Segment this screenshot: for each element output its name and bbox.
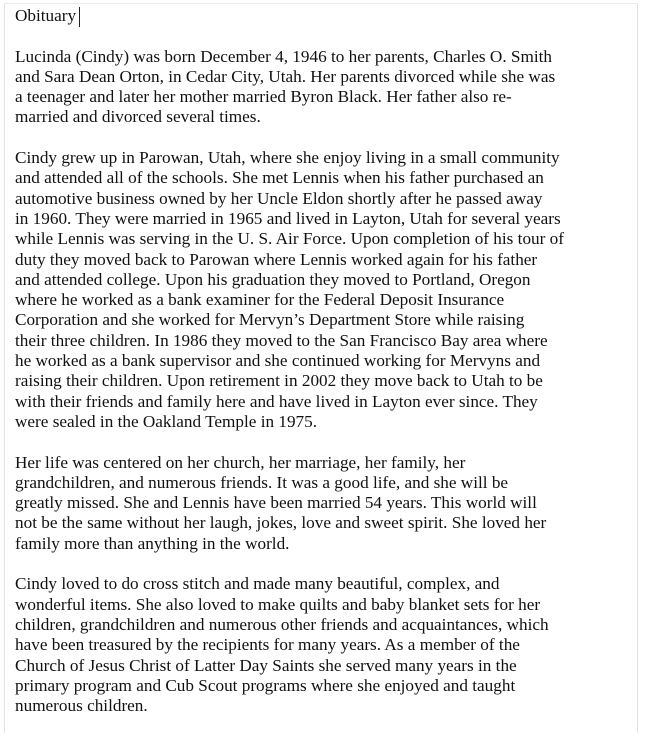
document-title[interactable] (15, 6, 76, 26)
document-page[interactable] (4, 3, 638, 733)
paragraph-line: while Lennis was serving in the U. S. Air Force. Upon completion of his tour of (15, 229, 564, 249)
paragraph-line: have been treasured by the recipients for many years. As a member of the (15, 635, 520, 655)
paragraph-line: where he worked as a bank examiner for the Federal Deposit Insurance (15, 290, 505, 310)
paragraph-line: grandchildren, and numerous friends. It was a good life, and she will be (15, 472, 509, 492)
document-body[interactable] (15, 6, 640, 737)
paragraph-line: numerous children. (15, 696, 148, 716)
paragraph-line: Church of Jesus Christ of Latter Day Saints she served many years in the (15, 655, 517, 675)
paragraph-list (15, 47, 640, 717)
paragraph-line: automotive business owned by her Uncle Eldon shortly after he passed away (15, 188, 543, 208)
paragraph-3[interactable] (15, 453, 640, 554)
paragraph-line: with their friends and family here and have lived in Layton ever since. They (15, 391, 538, 411)
paragraph-line: not be the same without her laugh, jokes, love and sweet spirit. She loved her (15, 513, 547, 533)
paragraph-line: and attended all of the schools. She met Lennis when his father purchased an (15, 168, 544, 188)
paragraph-line: he worked as a bank supervisor and she continued working for Mervyns and (15, 351, 541, 371)
document-title-text: Obituary (15, 6, 77, 25)
paragraph-line: and attended college. Upon his graduation they moved to Portland, Oregon (15, 269, 531, 289)
paragraph-line: family more than anything in the world. (15, 533, 290, 553)
paragraph-line: greatly missed. She and Lennis have been married 54 years. This world will (15, 493, 537, 513)
paragraph-line: wonderful items. She also loved to make quilts and baby blanket sets for her (15, 594, 541, 614)
paragraph-line: were sealed in the Oakland Temple in 1975. (15, 411, 318, 431)
paragraph-2[interactable] (15, 148, 640, 432)
paragraph-line: a teenager and later her mother married Byron Black. Her father also re- (15, 87, 512, 107)
paragraph-line: primary program and Cub Scout programs where she enjoyed and taught (15, 675, 516, 695)
paragraph-line: children, grandchildren and numerous other friends and acquaintances, which (15, 614, 549, 634)
paragraph-1[interactable] (15, 47, 640, 128)
paragraph-line: Cindy grew up in Parowan, Utah, where she enjoy living in a small community (15, 148, 560, 168)
paragraph-line: their three children. In 1986 they moved to the San Francisco Bay area where (15, 330, 548, 350)
paragraph-line: duty they moved back to Parowan where Lennis worked again for his father (15, 249, 538, 269)
paragraph-line: Corporation and she worked for Mervyn’s Department Store while raising (15, 310, 525, 330)
paragraph-line: Lucinda (Cindy) was born December 4, 1946 to her parents, Charles O. Smith (15, 46, 552, 66)
paragraph-line: Cindy loved to do cross stitch and made many beautiful, complex, and (15, 574, 500, 594)
paragraph-line: married and divorced several times. (15, 107, 261, 127)
text-cursor (79, 7, 80, 27)
paragraph-4[interactable] (15, 574, 640, 716)
paragraph-line: in 1960. They were married in 1965 and lived in Layton, Utah for several years (15, 208, 561, 228)
paragraph-line: raising their children. Upon retirement in 2002 they move back to Utah to be (15, 371, 543, 391)
paragraph-line: Her life was centered on her church, her marriage, her family, her (15, 452, 466, 472)
paragraph-line: and Sara Dean Orton, in Cedar City, Utah. Her parents divorced while she was (15, 66, 556, 86)
